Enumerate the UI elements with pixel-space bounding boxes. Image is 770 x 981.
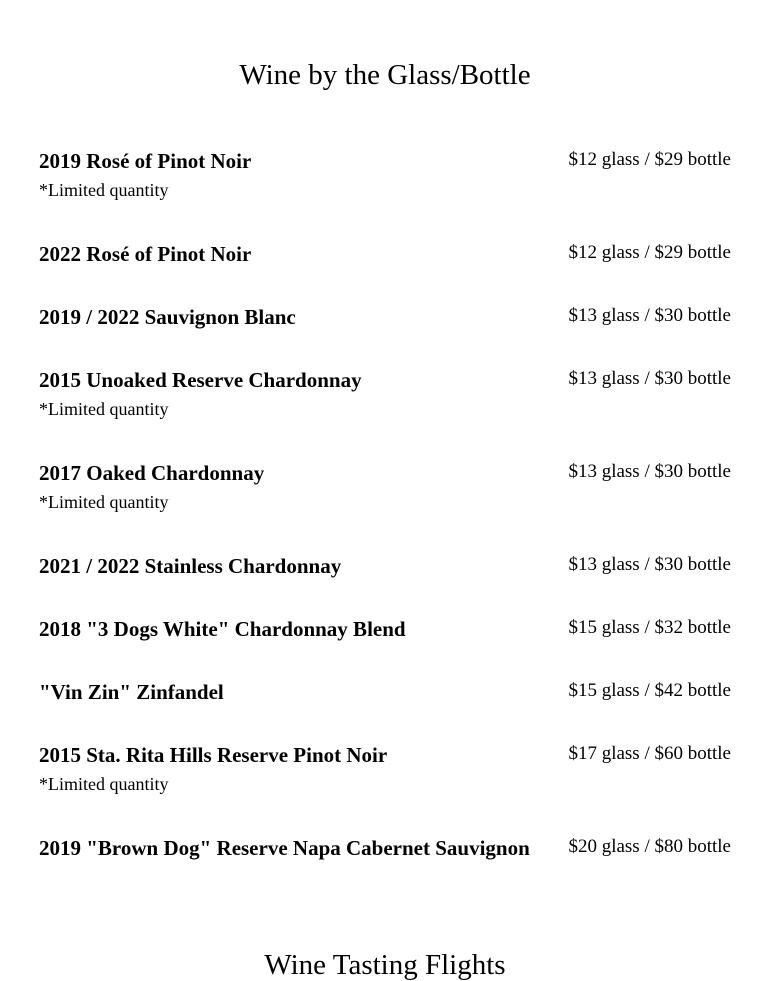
wine-price: $13 glass / $30 bottle [568, 554, 731, 575]
wine-name: 2022 Rosé of Pinot Noir [39, 242, 252, 266]
wine-price: $15 glass / $32 bottle [568, 617, 731, 638]
wine-price: $20 glass / $80 bottle [568, 836, 731, 857]
wine-name: 2021 / 2022 Stainless Chardonnay [39, 554, 342, 578]
wine-price: $13 glass / $30 bottle [568, 461, 731, 482]
wine-price: $12 glass / $29 bottle [568, 242, 731, 263]
wine-price: $13 glass / $30 bottle [568, 368, 731, 389]
wine-price: $17 glass / $60 bottle [568, 743, 731, 764]
wine-note: *Limited quantity [39, 399, 169, 419]
wine-name: 2015 Unoaked Reserve Chardonnay [39, 368, 362, 392]
wine-name: 2015 Sta. Rita Hills Reserve Pinot Noir [39, 743, 388, 767]
wine-name: 2019 Rosé of Pinot Noir [39, 149, 252, 173]
wine-name: 2017 Oaked Chardonnay [39, 461, 265, 485]
wine-name: 2019 / 2022 Sauvignon Blanc [39, 305, 296, 329]
wine-name: 2019 "Brown Dog" Reserve Napa Cabernet Sauvignon [39, 836, 530, 860]
wine-price: $12 glass / $29 bottle [568, 149, 731, 170]
section-title-glass-bottle: Wine by the Glass/Bottle [239, 59, 531, 91]
wine-note: *Limited quantity [39, 774, 169, 794]
wine-note: *Limited quantity [39, 180, 169, 200]
wine-note: *Limited quantity [39, 492, 169, 512]
wine-price: $13 glass / $30 bottle [568, 305, 731, 326]
wine-name: "Vin Zin" Zinfandel [39, 680, 224, 704]
wine-price: $15 glass / $42 bottle [568, 680, 731, 701]
section-title-tasting-flights: Wine Tasting Flights [264, 949, 506, 981]
wine-name: 2018 "3 Dogs White" Chardonnay Blend [39, 617, 406, 641]
